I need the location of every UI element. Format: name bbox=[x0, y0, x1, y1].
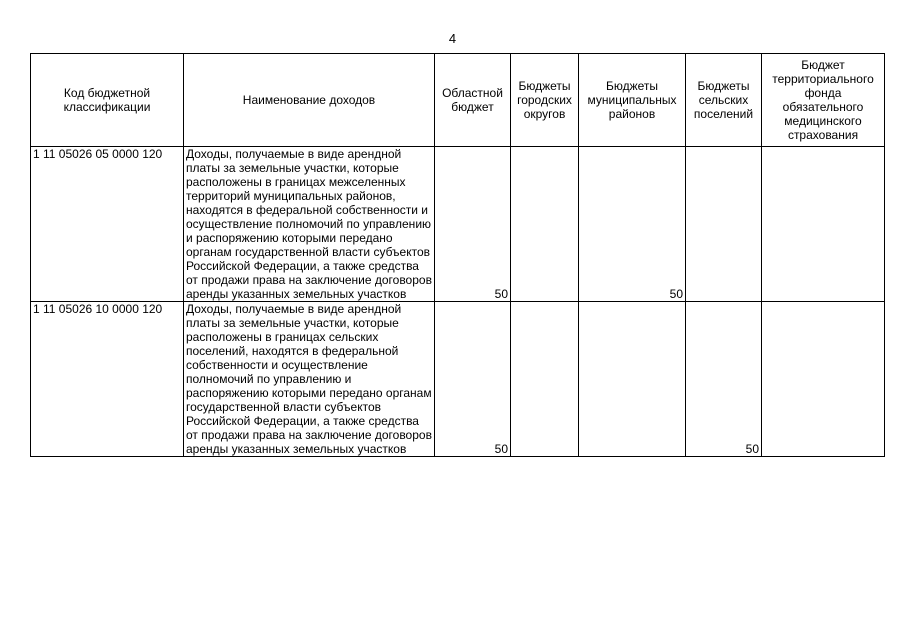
regional-budget-cell: 50 bbox=[435, 302, 511, 457]
header-rural-settlements: Бюджеты сельских поселений bbox=[686, 54, 762, 147]
header-code: Код бюджетной классификации bbox=[31, 54, 184, 147]
budget-code-cell: 1 11 05026 10 0000 120 bbox=[31, 302, 184, 457]
budget-code-cell: 1 11 05026 05 0000 120 bbox=[31, 147, 184, 302]
medical-fund-cell bbox=[762, 302, 885, 457]
urban-districts-cell bbox=[511, 302, 579, 457]
header-urban-districts: Бюджеты городских округов bbox=[511, 54, 579, 147]
municipal-districts-cell: 50 bbox=[579, 147, 686, 302]
table-row bbox=[31, 302, 885, 457]
table-row bbox=[31, 147, 885, 302]
header-regional-budget: Областной бюджет bbox=[435, 54, 511, 147]
rural-settlements-cell: 50 bbox=[686, 302, 762, 457]
header-name: Наименование доходов bbox=[184, 54, 435, 147]
regional-budget-cell: 50 bbox=[435, 147, 511, 302]
urban-districts-cell bbox=[511, 147, 579, 302]
page-number: 4 bbox=[448, 31, 457, 46]
revenue-distribution-table bbox=[30, 53, 885, 457]
header-medical-fund: Бюджет территориального фонда обязательного медицинского страхования bbox=[762, 54, 885, 147]
header-municipal-districts: Бюджеты муниципальных районов bbox=[579, 54, 686, 147]
rural-settlements-cell bbox=[686, 147, 762, 302]
medical-fund-cell bbox=[762, 147, 885, 302]
revenue-name-cell: Доходы, получаемые в виде арендной платы за земельные участки, которые расположены в границах межселенных территорий муниципальных районов, находятся в федеральной собственности и осуществление полномочий по управлению и распоряжению которыми передано органам государственной власти субъектов Российской Федерации, а также средства от продажи права на заключение договоров аренды указанных земельных участков bbox=[184, 147, 435, 302]
revenue-name-cell: Доходы, получаемые в виде арендной платы за земельные участки, которые расположены в границах сельских поселений, находятся в федеральной собственности и осуществление полномочий по управлению и распоряжению которыми передано органам государственной власти субъектов Российской Федерации, а также средства от продажи права на заключение договоров аренды указанных земельных участков bbox=[184, 302, 435, 457]
table-header-row bbox=[31, 54, 885, 147]
municipal-districts-cell bbox=[579, 302, 686, 457]
